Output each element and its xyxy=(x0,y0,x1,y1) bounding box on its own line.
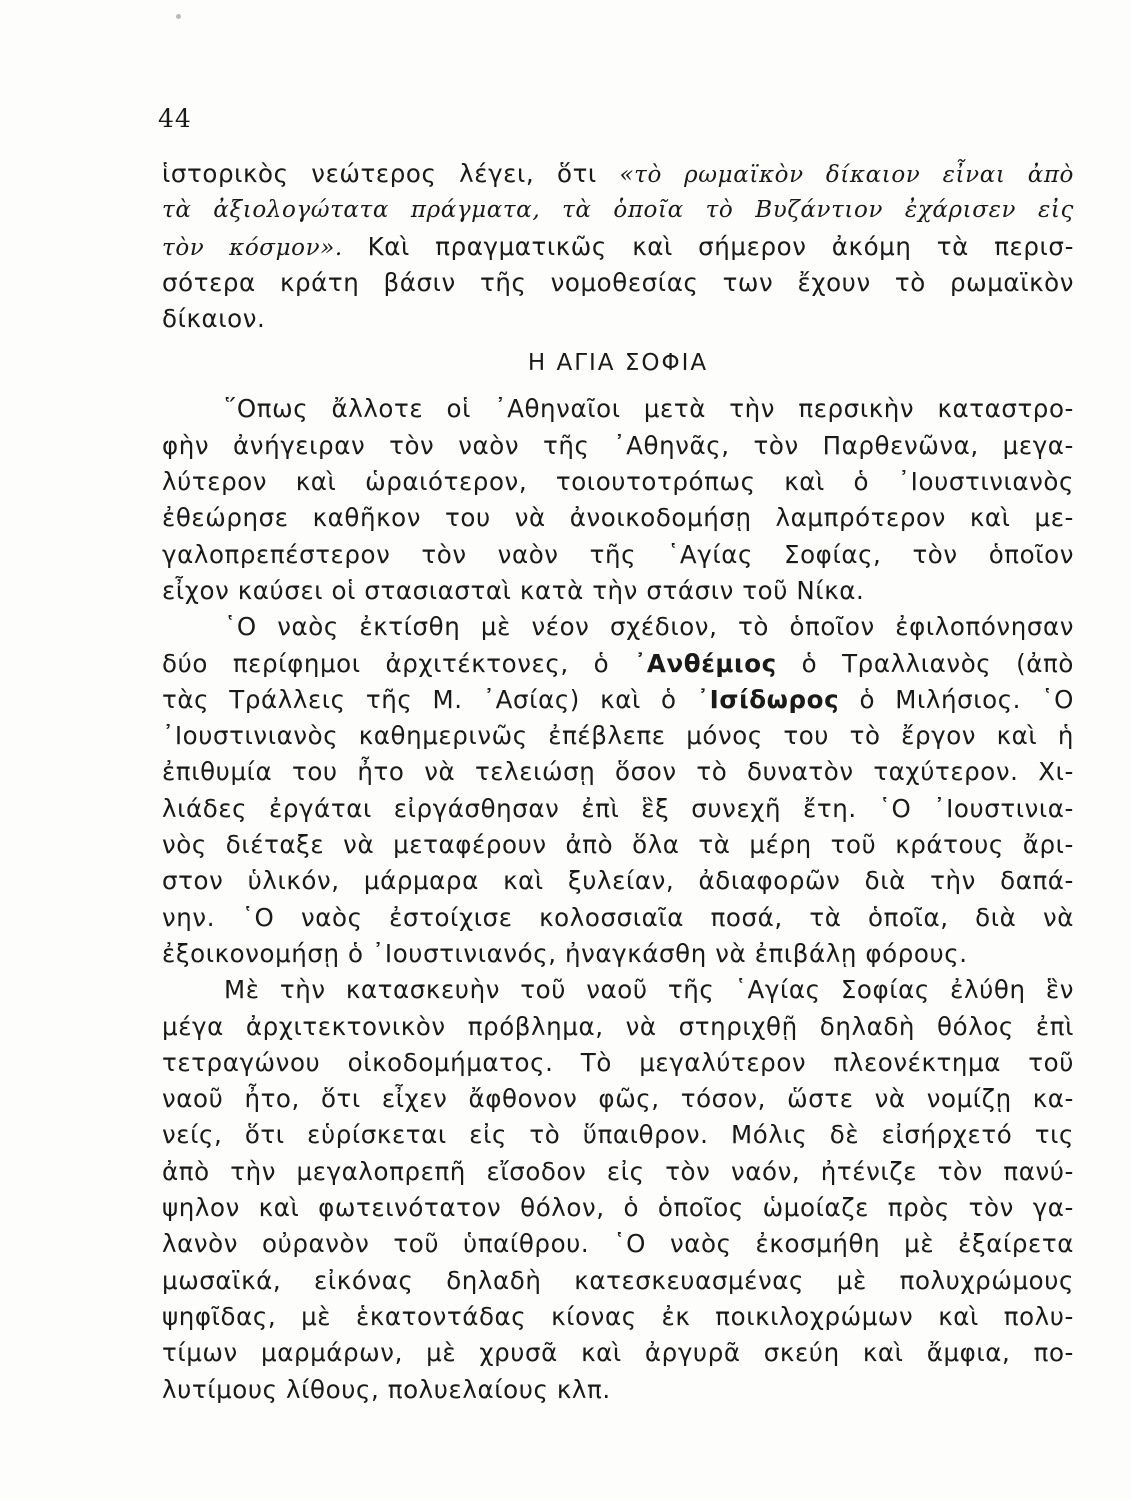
text-line: ἐπιθυμία του ἦτο νὰ τελειώσῃ ὅσον τὸ δυνατὸν ταχύτερον. Χι- xyxy=(162,757,1074,787)
text-line xyxy=(162,646,1074,682)
text-line: γαλοπρεπέστερον τὸν ναὸν τῆς ῾Αγίας Σοφίας, τὸν ὁποῖον xyxy=(162,539,1074,569)
text-line: λιάδες ἐργάται εἰργάσθησαν ἐπὶ ἓξ συνεχῆ ἔτη. ῾Ο ᾿Ιουστινια- xyxy=(162,793,1074,823)
text-segment: δύο περίφημοι ἀρχιτέκτονες, ὁ xyxy=(162,648,635,678)
text-line: ἀπὸ τὴν μεγαλοπρεπῆ εἴσοδον εἰς τὸν ναόν, ἠτένιζε τὸν πανύ- xyxy=(162,1156,1074,1186)
text-line: ἐθεώρησε καθῆκον του νὰ ἀνοικοδομήσῃ λαμπρότερον καὶ με- xyxy=(162,503,1074,533)
text-segment: ὁ Τραλλιανὸς (ἀπὸ xyxy=(776,648,1074,678)
text-line: εἶχον καύσει οἱ στασιασταὶ κατὰ τὴν στάσιν τοῦ Νίκα. xyxy=(162,575,865,605)
text-line: μωσαϊκά, εἰκόνας δηλαδὴ κατεσκευασμένας μὲ πολυχρώμους xyxy=(162,1265,1074,1295)
text-line: νὸς διέταξε νὰ μεταφέρουν ἀπὸ ὅλα τὰ μέρη τοῦ κράτους ἄρι- xyxy=(162,830,1074,860)
text-segment: ὁ Μιλήσιος. ῾Ο xyxy=(839,684,1075,714)
quote-segment: τὸν κόσμον». xyxy=(162,234,368,261)
text-line: τετραγώνου οἰκοδομήματος. Τὸ μεγαλύτερον πλεονέκτημα τοῦ xyxy=(162,1047,1074,1077)
text-line: λανὸν οὐρανὸν τοῦ ὑπαίθρου. ῾Ο ναὸς ἐκοσμήθη μὲ ἐξαίρετα xyxy=(162,1229,1074,1259)
text-line: φὴν ἀνήγειραν τὸν ναὸν τῆς ᾿Αθηνᾶς, τὸν Παρθενῶνα, μεγα- xyxy=(162,430,1074,460)
text-line: νείς, ὅτι εὑρίσκεται εἰς τὸ ὕπαιθρον. Μόλις δὲ εἰσήρχετό τις xyxy=(162,1120,1074,1150)
text-segment: Καὶ πραγματικῶς καὶ σήμερον ἀκόμη τὰ περισ- xyxy=(367,231,1075,261)
text-line xyxy=(162,229,1074,265)
text-line: σότερα κράτη βάσιν τῆς νομοθεσίας των ἔχουν τὸ ρωμαϊκὸν xyxy=(162,267,1074,297)
scan-speck xyxy=(176,14,181,19)
quote-segment: «τὸ ρωμαϊκὸν δίκαιον εἶναι ἀπὸ xyxy=(619,162,1074,188)
text-line: τίμων μαρμάρων, μὲ χρυσᾶ καὶ ἀργυρᾶ σκεύη καὶ ἄμφια, πο- xyxy=(162,1338,1074,1368)
text-line xyxy=(162,156,1074,192)
text-segment: τὰς Τράλλεις τῆς Μ. ᾿Ασίας) καὶ ὁ xyxy=(162,684,697,714)
text-line: ῞Οπως ἄλλοτε οἱ ᾿Αθηναῖοι μετὰ τὴν περσικὴν καταστρο- xyxy=(224,394,1074,424)
text-line: Μὲ τὴν κατασκευὴν τοῦ ναοῦ τῆς ῾Αγίας Σοφίας ἐλύθη ἓν xyxy=(224,975,1074,1005)
text-line: ᾿Ιουστινιανὸς καθημερινῶς ἐπέβλεπε μόνος του τὸ ἔργον καὶ ἡ xyxy=(162,721,1074,751)
text-line: νην. ῾Ο ναὸς ἐστοίχισε κολοσσιαῖα ποσά, τὰ ὁποῖα, διὰ νὰ xyxy=(162,902,1074,932)
text-line: ἐξοικονομήσῃ ὁ ᾿Ιουστινιανός, ἠναγκάσθη νὰ ἐπιβάλῃ φόρους. xyxy=(162,938,968,968)
text-line: μέγα ἀρχιτεκτονικὸν πρόβλημα, νὰ στηριχθῇ δηλαδὴ θόλος ἐπὶ xyxy=(162,1011,1074,1041)
text-line xyxy=(162,682,1074,718)
quote-line: τὰ ἀξιολογώτατα πράγματα, τὰ ὁποῖα τὸ Βυζάντιον ἐχάρισεν εἰς xyxy=(162,197,1074,224)
text-segment: ἱστορικὸς νεώτερος λέγει, ὅτι xyxy=(162,159,620,188)
text-line: ψηφῖδας, μὲ ἑκατοντάδας κίονας ἐκ ποικιλοχρώμων καὶ πολυ- xyxy=(162,1301,1074,1331)
text-line: λύτερον καὶ ὡραιότερον, τοιουτοτρόπως καὶ ὁ ᾿Ιουστινιανὸς xyxy=(162,467,1074,497)
architect-name: ᾿Ισίδωρος xyxy=(696,684,840,714)
text-line: στον ὑλικόν, μάρμαρα καὶ ξυλείαν, ἀδιαφορῶν διὰ τὴν δαπά- xyxy=(162,866,1074,896)
text-line: ναοῦ ἦτο, ὅτι εἶχεν ἄφθονον φῶς, τόσον, ὥστε νὰ νομίζῃ κα- xyxy=(162,1084,1074,1114)
text-line: λυτίμους λίθους, πολυελαίους κλπ. xyxy=(162,1374,611,1404)
text-line: ψηλον καὶ φωτεινότατον θόλον, ὁ ὁποῖος ὡμοίαζε πρὸς τὸν γα- xyxy=(162,1193,1074,1223)
text-line: ῾Ο ναὸς ἐκτίσθη μὲ νέον σχέδιον, τὸ ὁποῖον ἐφιλοπόνησαν xyxy=(224,612,1074,642)
body-text xyxy=(162,156,1074,1408)
section-heading: Η ΑΓΙΑ ΣΟΦΙΑ xyxy=(527,350,709,377)
page-number: 44 xyxy=(158,104,192,133)
text-line: δίκαιον. xyxy=(162,304,266,334)
architect-name: ᾿Ανθέμιος xyxy=(634,648,777,678)
